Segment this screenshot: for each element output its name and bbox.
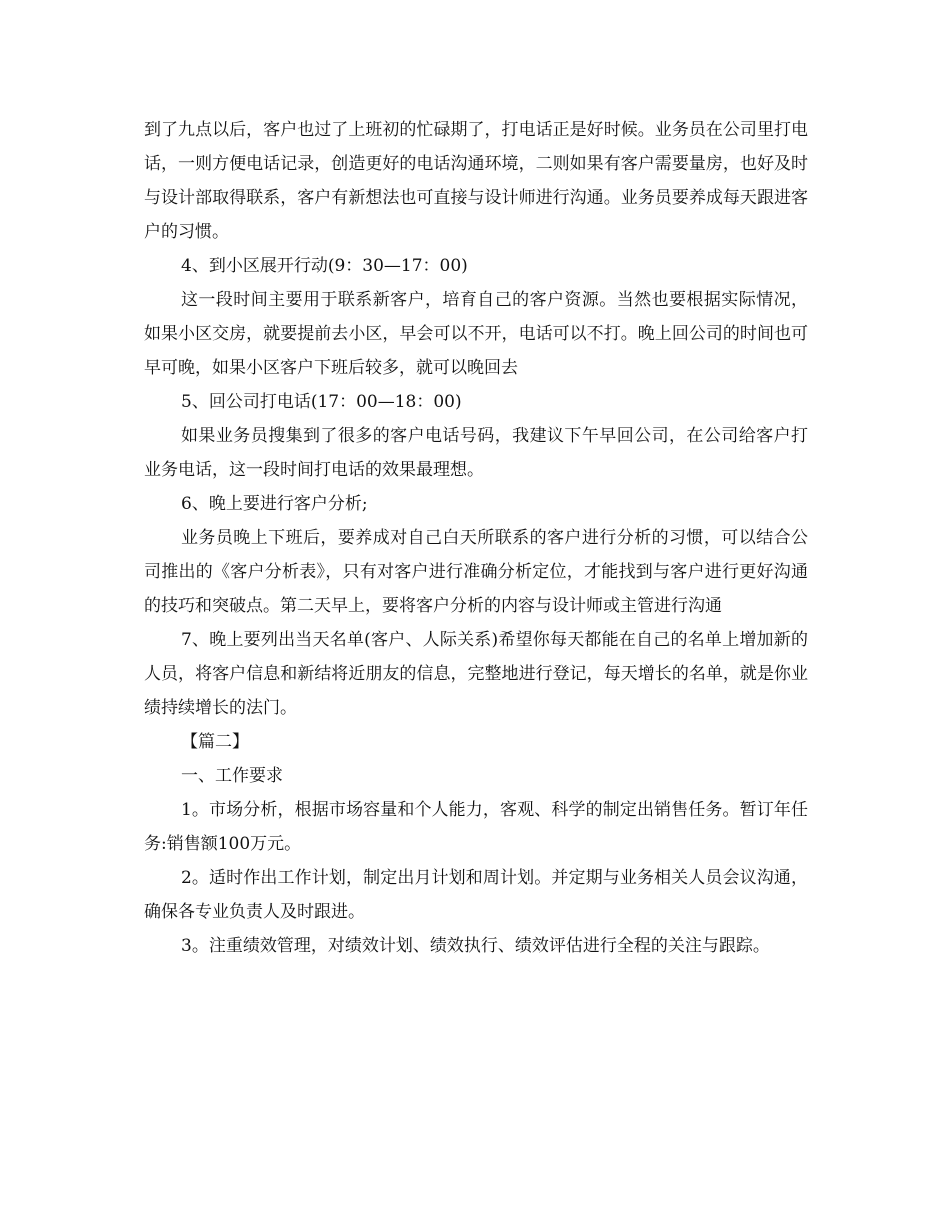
- heading-work-requirements: 一、工作要求: [181, 766, 283, 786]
- paragraph-item-4: 这一段时间主要用于联系新客户，培育自己的客户资源。当然也要根据实际情况，如果小区交房，就要提前去小区，早会可以不开，电话可以不打。晚上回公司的时间也可早可晚，如果小区客户下班后较多，就可以晚回去: [144, 290, 808, 378]
- paragraph-item-7: 7、晚上要列出当天名单(客户、人际关系)希望你每天都能在自己的名单上增加新的人员，将客户信息和新结将近朋友的信息，完整地进行登记，每天增长的名单，就是你业绩持续增长的法门。: [144, 630, 808, 718]
- section-title-part-two: 【篇二】: [181, 732, 249, 752]
- document-body: [144, 113, 808, 963]
- heading-item-6: 6、晚上要进行客户分析;: [181, 494, 368, 514]
- requirement-item-1: 1。市场分析，根据市场容量和个人能力，客观、科学的制定出销售任务。暂订年任务:销售额100万元。: [144, 800, 808, 854]
- paragraph-intro: 到了九点以后，客户也过了上班初的忙碌期了，打电话正是好时候。业务员在公司里打电话，一则方便电话记录，创造更好的电话沟通环境，二则如果有客户需要量房，也好及时与设计部取得联系，客户有新想法也可直接与设计师进行沟通。业务员要养成每天跟进客户的习惯。: [144, 120, 808, 242]
- heading-item-5: 5、回公司打电话(17：00—18：00): [181, 392, 462, 412]
- heading-item-4: 4、到小区展开行动(9：30—17：00): [181, 256, 468, 276]
- requirement-item-3: 3。注重绩效管理，对绩效计划、绩效执行、绩效评估进行全程的关注与跟踪。: [181, 936, 770, 956]
- paragraph-item-5: 如果业务员搜集到了很多的客户电话号码，我建议下午早回公司，在公司给客户打业务电话，这一段时间打电话的效果最理想。: [144, 426, 808, 480]
- paragraph-item-6: 业务员晚上下班后，要养成对自己白天所联系的客户进行分析的习惯，可以结合公司推出的《客户分析表》，只有对客户进行准确分析定位，才能找到与客户进行更好沟通的技巧和突破点。第二天早上，要将客户分析的内容与设计师或主管进行沟通: [144, 528, 808, 616]
- requirement-item-2: 2。适时作出工作计划，制定出月计划和周计划。并定期与业务相关人员会议沟通，确保各专业负责人及时跟进。: [144, 868, 808, 922]
